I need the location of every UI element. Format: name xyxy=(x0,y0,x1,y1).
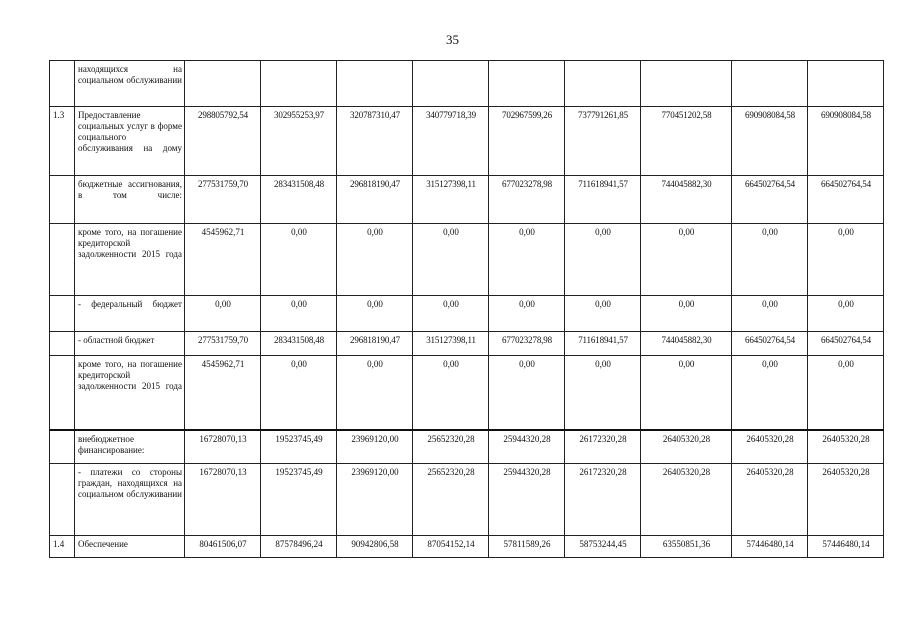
value-cell: 16728070,13 xyxy=(185,430,261,464)
value-cell xyxy=(489,61,565,107)
value-cell: 302955253,97 xyxy=(261,107,337,176)
value-cell: 0,00 xyxy=(808,224,884,296)
value-cell: 677023278,98 xyxy=(489,332,565,356)
value-cell: 283431508,48 xyxy=(261,332,337,356)
value-cell: 0,00 xyxy=(808,296,884,332)
value-cell: 0,00 xyxy=(732,296,808,332)
value-cell: 0,00 xyxy=(565,356,641,430)
value-cell: 0,00 xyxy=(261,296,337,332)
row-number: 1.4 xyxy=(50,536,75,558)
page-number: 35 xyxy=(446,32,459,47)
value-cell: 0,00 xyxy=(641,296,732,332)
value-cell: 0,00 xyxy=(413,356,489,430)
row-label: находящихся на социальном обслуживании xyxy=(75,61,185,107)
value-cell xyxy=(732,61,808,107)
budget-table xyxy=(49,60,884,558)
table-row xyxy=(50,61,884,107)
value-cell: 0,00 xyxy=(489,356,565,430)
value-cell: 26405320,28 xyxy=(808,464,884,536)
value-cell: 296818190,47 xyxy=(337,332,413,356)
value-cell: 23969120,00 xyxy=(337,430,413,464)
value-cell: 0,00 xyxy=(413,224,489,296)
table-row xyxy=(50,464,884,536)
value-cell: 63550851,36 xyxy=(641,536,732,558)
value-cell: 26405320,28 xyxy=(641,430,732,464)
value-cell xyxy=(641,61,732,107)
table-row xyxy=(50,430,884,464)
row-label: Предоставление социальных услуг в форме социального обслуживания на дому xyxy=(75,107,185,176)
value-cell: 0,00 xyxy=(337,356,413,430)
value-cell: 283431508,48 xyxy=(261,176,337,224)
value-cell: 315127398,11 xyxy=(413,332,489,356)
value-cell: 664502764,54 xyxy=(732,176,808,224)
value-cell: 57811589,26 xyxy=(489,536,565,558)
value-cell: 690908084,58 xyxy=(808,107,884,176)
value-cell: 0,00 xyxy=(808,356,884,430)
value-cell: 90942806,58 xyxy=(337,536,413,558)
value-cell: 80461506,07 xyxy=(185,536,261,558)
value-cell: 711618941,57 xyxy=(565,332,641,356)
row-number xyxy=(50,176,75,224)
value-cell: 4545962,71 xyxy=(185,356,261,430)
value-cell: 0,00 xyxy=(185,296,261,332)
value-cell: 0,00 xyxy=(261,224,337,296)
row-number xyxy=(50,296,75,332)
value-cell: 0,00 xyxy=(261,356,337,430)
value-cell: 315127398,11 xyxy=(413,176,489,224)
table-row xyxy=(50,536,884,558)
value-cell: 26405320,28 xyxy=(641,464,732,536)
row-number xyxy=(50,356,75,430)
value-cell xyxy=(185,61,261,107)
table-row xyxy=(50,332,884,356)
value-cell: 16728070,13 xyxy=(185,464,261,536)
value-cell: 58753244,45 xyxy=(565,536,641,558)
value-cell: 744045882,30 xyxy=(641,176,732,224)
row-number xyxy=(50,430,75,464)
value-cell: 277531759,70 xyxy=(185,332,261,356)
table-row xyxy=(50,176,884,224)
value-cell: 690908084,58 xyxy=(732,107,808,176)
value-cell xyxy=(808,61,884,107)
value-cell: 770451202,58 xyxy=(641,107,732,176)
value-cell: 25652320,28 xyxy=(413,430,489,464)
value-cell: 19523745,49 xyxy=(261,464,337,536)
value-cell: 0,00 xyxy=(565,296,641,332)
table-row xyxy=(50,107,884,176)
table-row xyxy=(50,356,884,430)
value-cell: 711618941,57 xyxy=(565,176,641,224)
value-cell: 4545962,71 xyxy=(185,224,261,296)
value-cell: 25944320,28 xyxy=(489,430,565,464)
row-number: 1.3 xyxy=(50,107,75,176)
value-cell: 0,00 xyxy=(413,296,489,332)
value-cell: 340779718,39 xyxy=(413,107,489,176)
value-cell: 664502764,54 xyxy=(732,332,808,356)
row-label: - федеральный бюджет xyxy=(75,296,185,332)
value-cell: 664502764,54 xyxy=(808,176,884,224)
value-cell: 0,00 xyxy=(489,224,565,296)
value-cell: 57446480,14 xyxy=(732,536,808,558)
row-number xyxy=(50,224,75,296)
value-cell: 737791261,85 xyxy=(565,107,641,176)
row-label: - платежи со стороны граждан, находящихся на социальном обслуживании xyxy=(75,464,185,536)
value-cell: 26172320,28 xyxy=(565,464,641,536)
value-cell xyxy=(413,61,489,107)
value-cell: 25652320,28 xyxy=(413,464,489,536)
row-label: кроме того, на погашение кредиторской задолженности 2015 года xyxy=(75,224,185,296)
value-cell: 87578496,24 xyxy=(261,536,337,558)
row-label: внебюджетное финансирование: xyxy=(75,430,185,464)
value-cell xyxy=(261,61,337,107)
value-cell: 298805792,54 xyxy=(185,107,261,176)
table-row xyxy=(50,224,884,296)
value-cell: 320787310,47 xyxy=(337,107,413,176)
value-cell: 87054152,14 xyxy=(413,536,489,558)
value-cell: 26405320,28 xyxy=(732,464,808,536)
row-number xyxy=(50,61,75,107)
value-cell: 277531759,70 xyxy=(185,176,261,224)
value-cell: 744045882,30 xyxy=(641,332,732,356)
value-cell: 0,00 xyxy=(565,224,641,296)
value-cell: 19523745,49 xyxy=(261,430,337,464)
row-label: - областной бюджет xyxy=(75,332,185,356)
row-label: кроме того, на погашение кредиторской задолженности 2015 года xyxy=(75,356,185,430)
value-cell: 296818190,47 xyxy=(337,176,413,224)
value-cell: 26172320,28 xyxy=(565,430,641,464)
value-cell: 26405320,28 xyxy=(732,430,808,464)
value-cell: 0,00 xyxy=(489,296,565,332)
value-cell: 0,00 xyxy=(337,296,413,332)
value-cell: 26405320,28 xyxy=(808,430,884,464)
value-cell: 702967599,26 xyxy=(489,107,565,176)
row-label: Обеспечение xyxy=(75,536,185,558)
row-number xyxy=(50,464,75,536)
row-number xyxy=(50,332,75,356)
value-cell: 677023278,98 xyxy=(489,176,565,224)
value-cell: 0,00 xyxy=(641,224,732,296)
value-cell: 23969120,00 xyxy=(337,464,413,536)
value-cell xyxy=(565,61,641,107)
value-cell: 0,00 xyxy=(641,356,732,430)
value-cell: 664502764,54 xyxy=(808,332,884,356)
value-cell: 25944320,28 xyxy=(489,464,565,536)
value-cell: 0,00 xyxy=(732,356,808,430)
row-label: бюджетные ассигнования, в том числе: xyxy=(75,176,185,224)
value-cell: 57446480,14 xyxy=(808,536,884,558)
value-cell xyxy=(337,61,413,107)
table-row xyxy=(50,296,884,332)
value-cell: 0,00 xyxy=(732,224,808,296)
value-cell: 0,00 xyxy=(337,224,413,296)
